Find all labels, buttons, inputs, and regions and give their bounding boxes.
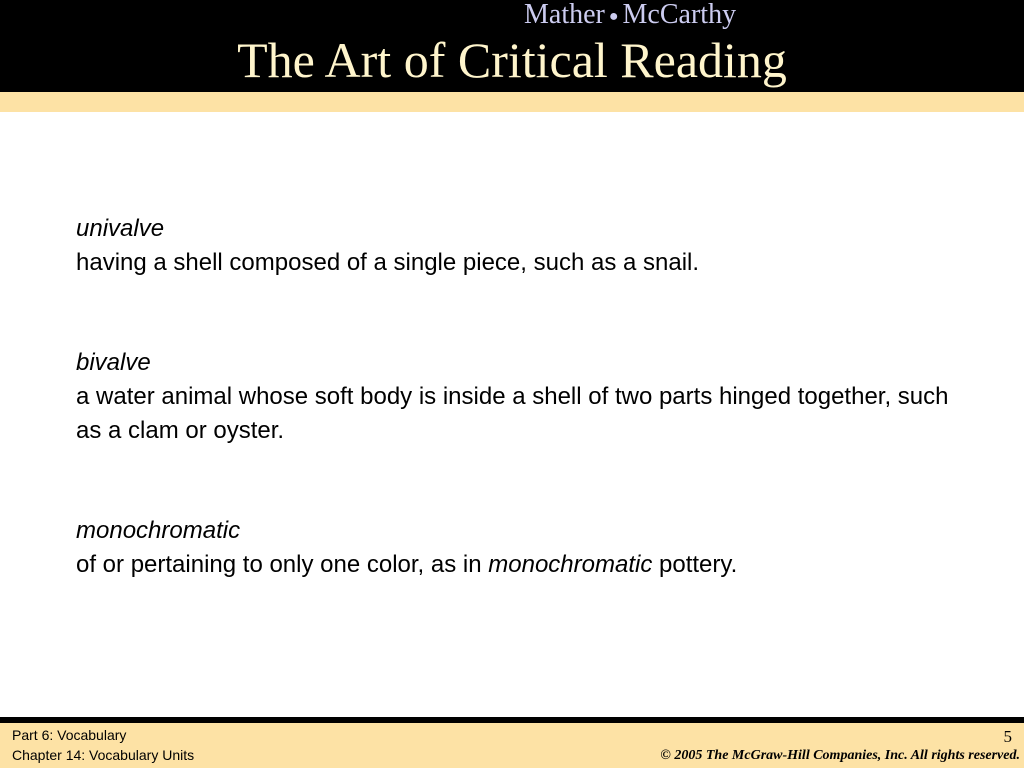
vocabulary-list (76, 212, 976, 582)
vocabulary-entry (76, 346, 976, 448)
footer-part: Part 6: Vocabulary (12, 727, 127, 743)
footer-chapter: Chapter 14: Vocabulary Units (12, 747, 195, 763)
definition-bivalve: a water animal whose soft body is inside a shell of two parts hinged together, such as a clam or oyster. (76, 383, 949, 444)
copyright-notice: © 2005 The McGraw-Hill Companies, Inc. All rights reserved. (660, 748, 1020, 763)
bullet-separator: ● (608, 7, 619, 25)
page-number: 5 (1003, 727, 1012, 746)
header-bar (0, 0, 1024, 92)
definition-text: of or pertaining to only one color, as in (76, 551, 489, 578)
footer (0, 723, 1024, 768)
author-mather: Mather (524, 0, 605, 30)
definition-emphasis: monochromatic (488, 551, 653, 578)
term-bivalve: bivalve (76, 349, 151, 376)
definition-univalve: having a shell composed of a single piece, such as a snail. (76, 249, 700, 276)
footer-chapter-info (12, 725, 194, 765)
term-univalve: univalve (76, 215, 165, 242)
authors (524, 0, 736, 32)
definition-text-end: pottery. (652, 551, 738, 578)
term-monochromatic: monochromatic (76, 517, 241, 544)
definition-monochromatic (76, 548, 976, 582)
header-stripe (0, 92, 1024, 112)
vocabulary-entry (76, 514, 976, 582)
author-mccarthy: McCarthy (622, 0, 737, 30)
slide-title: The Art of Critical Reading (237, 32, 787, 88)
vocabulary-entry (76, 212, 976, 280)
